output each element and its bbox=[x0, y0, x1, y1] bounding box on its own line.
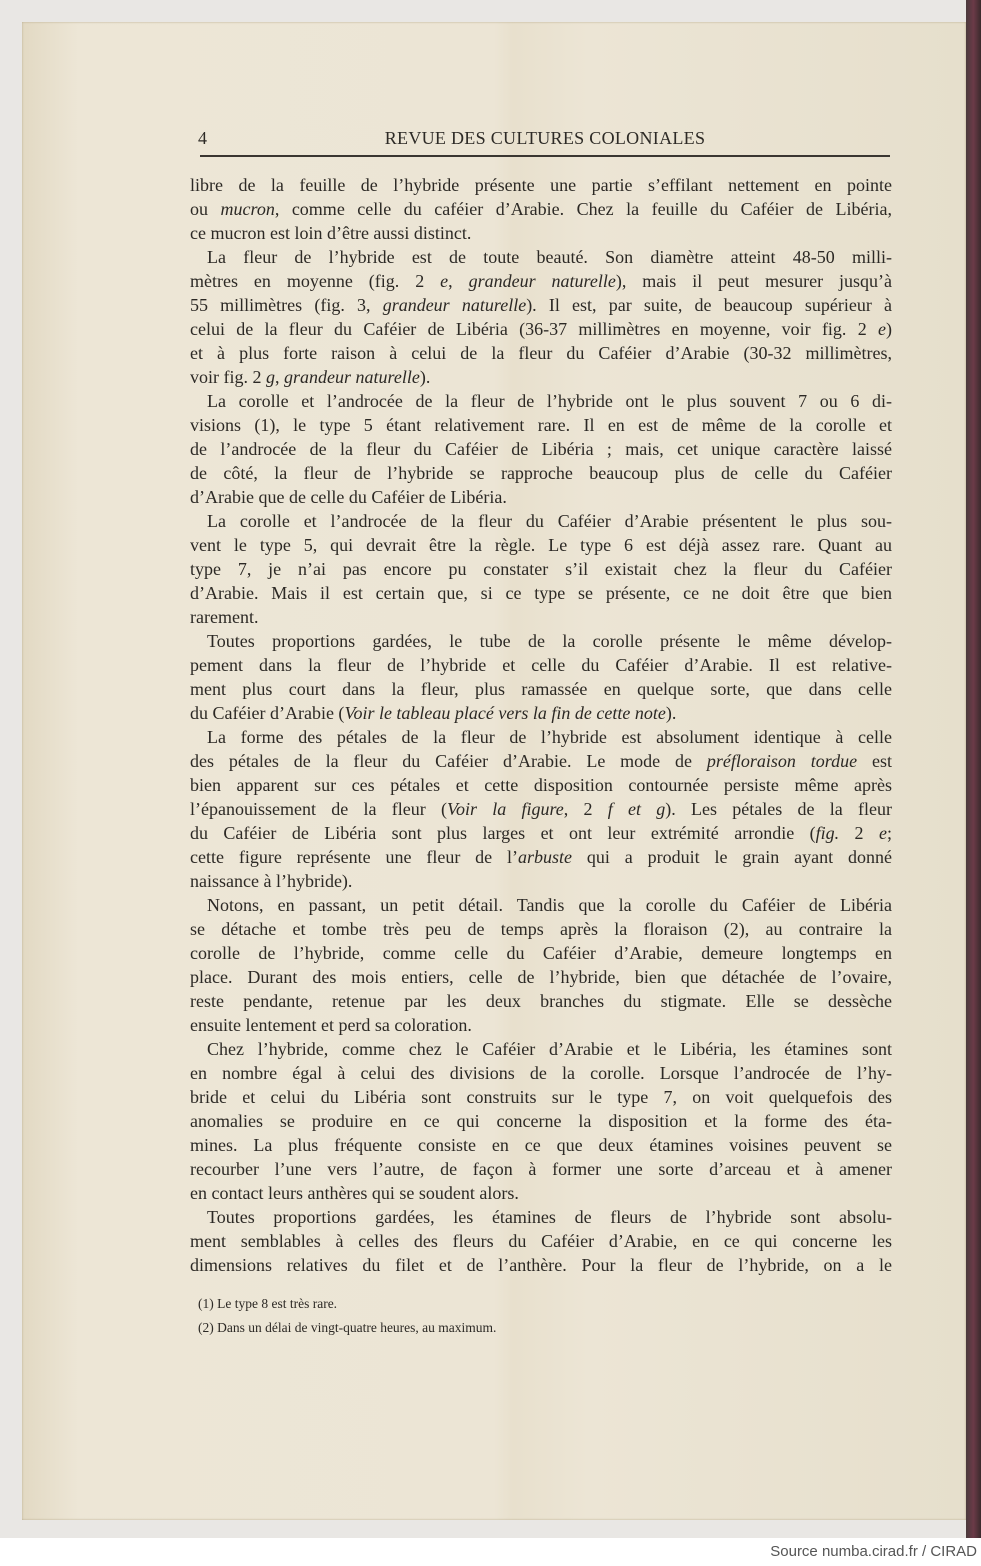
text-line bbox=[190, 365, 892, 389]
text-line bbox=[190, 293, 892, 317]
text-line bbox=[190, 749, 892, 773]
footnote-1: (1) Le type 8 est très rare. bbox=[198, 1296, 338, 1311]
text-segment: ment plus court dans la fleur, plus ramassée en quelque sorte, que dans celle bbox=[190, 679, 892, 699]
text-segment: reste pendante, retenue par les deux branches du stigmate. Elle se dessèche bbox=[190, 991, 892, 1011]
footnote-2: (2) Dans un délai de vingt-quatre heures, au maximum. bbox=[198, 1320, 497, 1335]
text-segment: visions (1), le type 5 étant relativement rare. Il en est de même de la corolle et bbox=[190, 415, 892, 435]
text-line bbox=[190, 917, 892, 941]
text-segment: bien apparent sur ces pétales et cette disposition contournée persiste même après bbox=[190, 775, 892, 795]
text-line bbox=[190, 1205, 892, 1229]
source-credit: Source numba.cirad.fr / CIRAD bbox=[770, 1543, 977, 1560]
text-segment: des pétales de la fleur du Caféier d’Arabie. Le mode de bbox=[190, 751, 707, 771]
text-segment: place. Durant des mois entiers, celle de l’hybride, bien que détachée de l’ovaire, bbox=[190, 967, 892, 987]
text-line bbox=[190, 869, 892, 893]
text-line bbox=[190, 941, 892, 965]
italic-segment: grandeur naturelle bbox=[468, 271, 616, 291]
text-segment: , bbox=[448, 271, 469, 291]
text-segment: qui a produit le grain ayant donné bbox=[572, 847, 892, 867]
text-segment: d’Arabie. Mais il est certain que, si ce type se présente, ce ne doit être que bien bbox=[190, 583, 892, 603]
text-segment: ensuite lentement et perd sa coloration. bbox=[190, 1015, 472, 1035]
text-segment: cette figure représente une fleur de l’ bbox=[190, 847, 519, 867]
text-line bbox=[190, 965, 892, 989]
text-segment: Toutes proportions gardées, le tube de la corolle présente le même dévelop- bbox=[207, 631, 892, 651]
text-line bbox=[190, 1181, 892, 1205]
italic-segment: mucron bbox=[220, 199, 275, 219]
italic-segment: e bbox=[440, 271, 449, 291]
text-line bbox=[190, 653, 892, 677]
text-segment: Chez l’hybride, comme chez le Caféier d’Arabie et le Libéria, les étamines sont bbox=[207, 1039, 892, 1059]
text-line bbox=[190, 341, 892, 365]
text-line bbox=[190, 197, 892, 221]
text-line bbox=[190, 1157, 892, 1181]
text-line bbox=[190, 461, 892, 485]
text-line bbox=[190, 629, 892, 653]
italic-segment: Voir le tableau placé vers la fin de cette note bbox=[344, 703, 666, 723]
text-line bbox=[190, 1253, 892, 1277]
text-segment: ), mais il peut mesurer jusqu’à bbox=[615, 271, 893, 291]
text-line bbox=[190, 581, 892, 605]
text-segment: 55 millimètres (fig. 3, bbox=[190, 295, 383, 315]
text-segment: de côté, la fleur de l’hybride se rapproche beaucoup plus de celle du Caféier bbox=[190, 463, 892, 483]
italic-segment: préfloraison tordue bbox=[706, 751, 858, 771]
text-segment: , comme celle du caféier d’Arabie. Chez la feuille du Caféier de Libéria, bbox=[274, 199, 892, 219]
text-segment: corolle de l’hybride, comme celle du Caféier d’Arabie, demeure longtemps en bbox=[190, 943, 892, 963]
text-segment: est bbox=[857, 751, 892, 771]
text-line bbox=[190, 389, 892, 413]
text-segment: vent le type 5, qui devrait être la règle. Le type 6 est déjà assez rare. Quant au bbox=[190, 535, 892, 555]
text-line bbox=[190, 1109, 892, 1133]
text-line bbox=[190, 605, 892, 629]
text-line bbox=[190, 677, 892, 701]
text-line bbox=[190, 269, 892, 293]
text-line bbox=[190, 437, 892, 461]
text-segment: du Caféier d’Arabie ( bbox=[190, 703, 345, 723]
text-segment: La fleur de l’hybride est de toute beauté. Son diamètre atteint 48-50 milli- bbox=[207, 247, 892, 267]
text-segment: de l’androcée de la fleur du Caféier de Libéria ; mais, cet unique caractère laissé bbox=[190, 439, 892, 459]
text-line bbox=[190, 1085, 892, 1109]
text-segment: ; bbox=[886, 823, 892, 843]
text-segment: pement dans la fleur de l’hybride et celle du Caféier d’Arabie. Il est relative- bbox=[190, 655, 892, 675]
text-segment: Notons, en passant, un petit détail. Tandis que la corolle du Caféier de Libéria bbox=[207, 895, 892, 915]
text-segment: mines. La plus fréquente consiste en ce que deux étamines voisines peuvent se bbox=[190, 1135, 892, 1155]
text-line bbox=[190, 221, 892, 245]
text-segment: d’Arabie que de celle du Caféier de Libéria. bbox=[190, 487, 507, 507]
text-line bbox=[190, 1013, 892, 1037]
page-number: 4 bbox=[198, 128, 207, 148]
text-line bbox=[190, 557, 892, 581]
text-segment: ou bbox=[190, 199, 221, 219]
text-segment: ce mucron est loin d’être aussi distinct. bbox=[190, 223, 472, 243]
text-line bbox=[190, 797, 892, 821]
text-segment: naissance à l’hybride). bbox=[190, 871, 353, 891]
text-line bbox=[190, 773, 892, 797]
text-segment: La forme des pétales de la fleur de l’hybride est absolument identique à celle bbox=[207, 727, 892, 747]
text-segment: ment semblables à celles des fleurs du Caféier d’Arabie, en ce qui concerne les bbox=[190, 1231, 892, 1251]
text-segment: La corolle et l’androcée de la fleur de l’hybride ont le plus souvent 7 ou 6 di- bbox=[207, 391, 892, 411]
text-segment: mètres en moyenne (fig. 2 bbox=[190, 271, 441, 291]
text-line bbox=[190, 509, 892, 533]
text-line bbox=[190, 173, 892, 197]
italic-segment: Voir la figure bbox=[446, 799, 564, 819]
text-line bbox=[190, 725, 892, 749]
text-line bbox=[190, 701, 892, 725]
text-segment: dimensions relatives du filet et de l’anthère. Pour la fleur de l’hybride, on a le bbox=[190, 1255, 892, 1275]
italic-segment: f et g bbox=[607, 799, 666, 819]
text-line bbox=[190, 1133, 892, 1157]
text-line bbox=[190, 893, 892, 917]
body-text bbox=[190, 173, 892, 1277]
text-segment: ). Les pétales de la fleur bbox=[665, 799, 892, 819]
italic-segment: g bbox=[266, 367, 275, 387]
text-line bbox=[190, 533, 892, 557]
text-segment: ). bbox=[419, 367, 431, 387]
text-segment: en contact leurs anthères qui se soudent alors. bbox=[190, 1183, 519, 1203]
italic-segment: e bbox=[878, 319, 886, 339]
text-segment: se détache et tombe très peu de temps après la floraison (2), au contraire la bbox=[190, 919, 892, 939]
text-line bbox=[190, 485, 892, 509]
text-segment: rarement. bbox=[190, 607, 259, 627]
text-segment: Toutes proportions gardées, les étamines de fleurs de l’hybride sont absolu- bbox=[207, 1207, 892, 1227]
text-segment: 2 bbox=[839, 823, 879, 843]
text-segment: ). bbox=[665, 703, 677, 723]
italic-segment: e bbox=[878, 823, 887, 843]
text-segment: type 7, je n’ai pas encore pu constater s’il existait chez la fleur du Caféier bbox=[190, 559, 892, 579]
text-line bbox=[190, 245, 892, 269]
italic-segment: grandeur naturelle bbox=[382, 295, 527, 315]
text-segment: l’épanouissement de la fleur ( bbox=[190, 799, 447, 819]
text-segment: recourber l’une vers l’autre, de façon à former une sorte d’arceau et à amener bbox=[190, 1159, 892, 1179]
text-line bbox=[190, 1061, 892, 1085]
text-segment: La corolle et l’androcée de la fleur du Caféier d’Arabie présentent le plus sou- bbox=[207, 511, 892, 531]
italic-segment: fig. bbox=[815, 823, 840, 843]
text-segment: anomalies se produire en ce qui concerne la disposition et la forme des éta- bbox=[190, 1111, 892, 1131]
italic-segment: grandeur naturelle bbox=[284, 367, 420, 387]
text-segment: , 2 bbox=[563, 799, 608, 819]
running-title: REVUE DES CULTURES COLONIALES bbox=[384, 128, 706, 148]
text-line bbox=[190, 1229, 892, 1253]
text-line bbox=[190, 1037, 892, 1061]
text-line bbox=[190, 845, 892, 869]
italic-segment: arbuste bbox=[518, 847, 573, 867]
text-segment: et à plus forte raison à celui de la fleur du Caféier d’Arabie (30-32 millimètres, bbox=[190, 343, 892, 363]
text-segment: du Caféier de Libéria sont plus larges et ont leur extrémité arrondie ( bbox=[190, 823, 816, 843]
text-line bbox=[190, 821, 892, 845]
text-segment: voir fig. 2 bbox=[190, 367, 266, 387]
text-segment: libre de la feuille de l’hybride présente une partie s’effilant nettement en pointe bbox=[190, 175, 892, 195]
text-line bbox=[190, 989, 892, 1013]
header-rule bbox=[200, 155, 890, 157]
text-segment: , bbox=[275, 367, 284, 387]
book-binding-edge bbox=[966, 0, 981, 1538]
text-segment: ) bbox=[886, 319, 892, 339]
text-segment: en nombre égal à celui des divisions de la corolle. Lorsque l’androcée de l’hy- bbox=[190, 1063, 892, 1083]
text-segment: celui de la fleur du Caféier de Libéria (36-37 millimètres en moyenne, voir fig. 2 bbox=[190, 319, 878, 339]
text-line bbox=[190, 317, 892, 341]
text-segment: bride et celui du Libéria sont construits sur le type 7, on voit quelquefois des bbox=[190, 1087, 892, 1107]
text-segment: ). Il est, par suite, de beaucoup supérieur à bbox=[526, 295, 892, 315]
text-line bbox=[190, 413, 892, 437]
